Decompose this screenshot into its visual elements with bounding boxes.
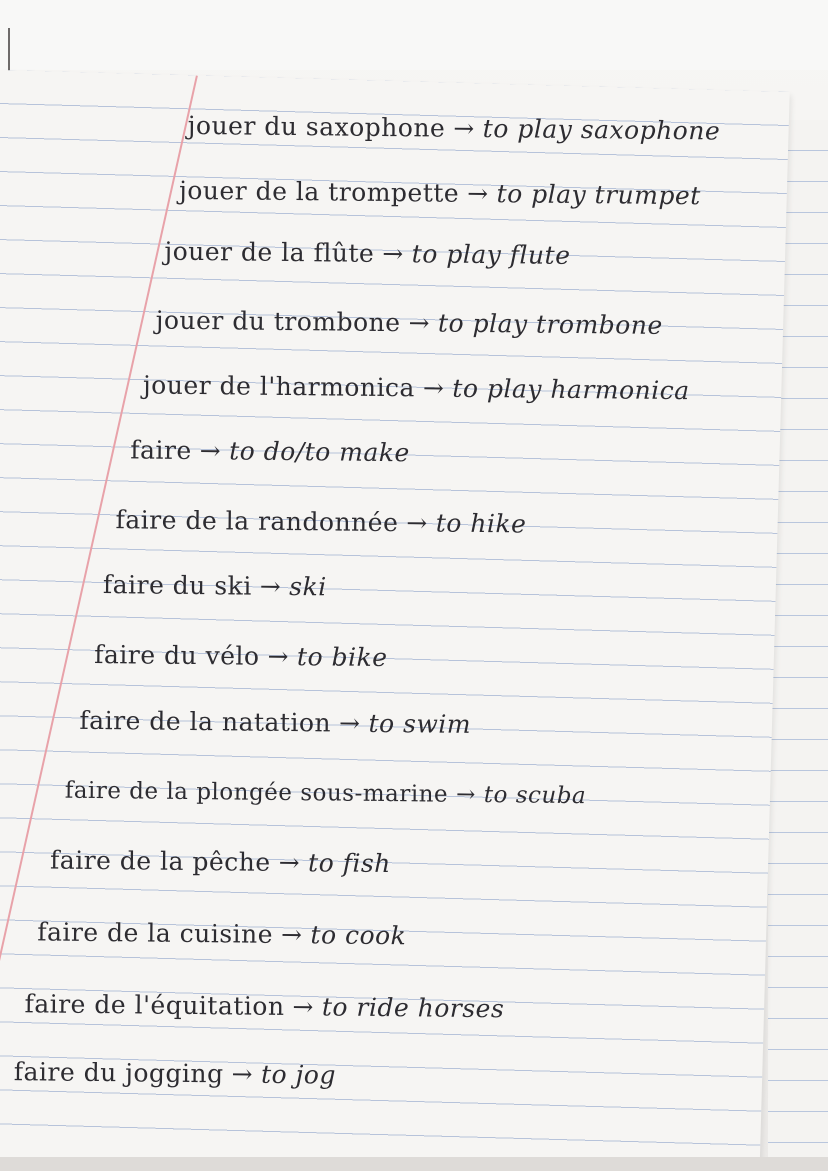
page-bottom-edge xyxy=(0,1157,828,1171)
vocab-entry xyxy=(103,570,327,601)
vocab-entry xyxy=(50,846,391,879)
vocab-entry xyxy=(37,917,406,950)
french-term: faire de la plongée sous-marine xyxy=(64,777,449,808)
vocab-entry xyxy=(130,435,410,467)
french-term: faire de la natation xyxy=(79,705,332,738)
vocab-entry xyxy=(188,111,721,146)
arrow-icon: → xyxy=(267,641,290,672)
english-translation: to bike xyxy=(296,642,388,673)
english-translation: to play harmonica xyxy=(452,373,690,406)
arrow-icon: → xyxy=(278,847,301,878)
french-term: faire de la randonnée xyxy=(115,505,399,538)
vocab-entry xyxy=(65,778,587,809)
english-translation: to play trumpet xyxy=(496,179,701,211)
french-term: faire de la cuisine xyxy=(37,917,274,949)
english-translation: to fish xyxy=(307,848,391,879)
english-translation: to cook xyxy=(310,920,407,951)
french-term: faire du ski xyxy=(102,570,252,601)
french-term: jouer de l'harmonica xyxy=(142,370,416,403)
arrow-icon: → xyxy=(408,308,431,338)
arrow-icon: → xyxy=(259,571,282,601)
french-term: faire de l'équitation xyxy=(24,989,285,1021)
arrow-icon: → xyxy=(406,508,428,538)
english-translation: to do/to make xyxy=(229,436,410,468)
vocab-entry xyxy=(24,989,504,1023)
english-translation: to play flute xyxy=(411,239,571,270)
english-translation: ski xyxy=(289,572,327,602)
arrow-icon: → xyxy=(280,919,303,950)
english-translation: to jog xyxy=(260,1059,337,1090)
french-term: faire du vélo xyxy=(94,639,260,671)
arrow-icon: → xyxy=(382,238,404,269)
arrow-icon: → xyxy=(422,373,445,403)
english-translation: to play trombone xyxy=(437,308,663,340)
french-term: jouer de la flûte xyxy=(164,236,375,268)
french-term: faire du jogging xyxy=(13,1057,224,1089)
vocab-entry xyxy=(156,306,663,340)
french-term: faire de la pêche xyxy=(49,845,271,877)
french-term: jouer du trombone xyxy=(155,305,401,338)
arrow-icon: → xyxy=(467,178,489,209)
arrow-icon: → xyxy=(455,781,477,808)
vocab-entry xyxy=(179,176,701,210)
arrow-icon: → xyxy=(338,708,361,738)
french-term: jouer du saxophone xyxy=(187,110,446,143)
french-term: jouer de la trompette xyxy=(178,175,460,208)
english-translation: to scuba xyxy=(483,782,587,810)
vocab-entry xyxy=(94,640,388,672)
arrow-icon: → xyxy=(199,436,222,466)
english-translation: to play saxophone xyxy=(482,114,721,146)
english-translation: to swim xyxy=(368,708,472,739)
vocab-entry xyxy=(14,1057,336,1089)
french-term: faire xyxy=(130,435,192,465)
arrow-icon: → xyxy=(231,1059,254,1089)
english-translation: to hike xyxy=(435,508,527,539)
vocab-entry xyxy=(79,706,471,739)
vocab-entry xyxy=(143,370,690,405)
arrow-icon: → xyxy=(453,113,475,143)
english-translation: to ride horses xyxy=(321,992,505,1024)
arrow-icon: → xyxy=(292,992,315,1022)
vocab-entry xyxy=(115,505,526,538)
vocab-entry xyxy=(164,237,570,270)
